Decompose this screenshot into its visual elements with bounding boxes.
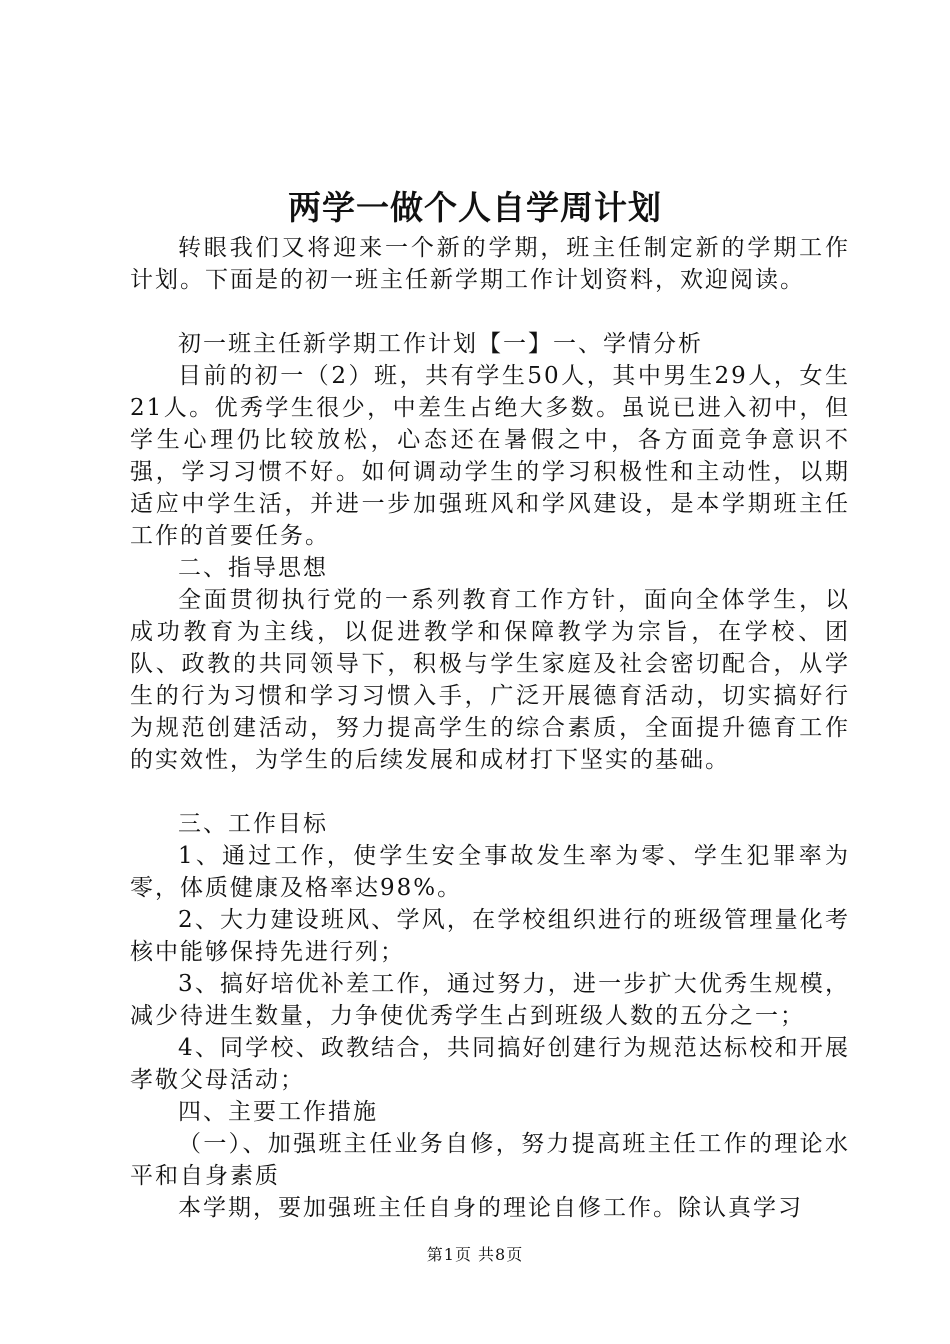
paragraph-intro: 转眼我们又将迎来一个新的学期，班主任制定新的学期工作计划。下面是的初一班主任新学期工作计划资料，欢迎阅读。 <box>130 235 850 293</box>
paragraph-spacer <box>130 776 850 808</box>
paragraph-class-analysis: 目前的初一（2）班，共有学生50人，其中男生29人，女生21人。优秀学生很少，中差生占绝大多数。虽说已进入初中，但学生心理仍比较放松，心态还在暑假之中，各方面竞争意识不强，学习习惯不好。如何调动学生的学习积极性和主动性，以期适应中学生活，并进一步加强班风和学风建设，是本学期班主任工作的首要任务。 <box>130 363 850 549</box>
goal-item-1: 1、通过工作，使学生安全事故发生率为零、学生犯罪率为零，体质健康及格率达98%。 <box>130 843 850 901</box>
page-title: 两学一做个人自学周计划 <box>288 188 662 227</box>
section-heading-measures: 四、主要工作措施 <box>178 1099 378 1125</box>
measure-heading-1: （一）、加强班主任业务自修，努力提高班主任工作的理论水平和自身素质 <box>130 1131 850 1189</box>
paragraph-spacer <box>130 296 850 328</box>
paragraph-guiding-thought: 全面贯彻执行党的一系列教育工作方针，面向全体学生，以成功教育为主线，以促进教学和保障教学为宗旨，在学校、团队、政教的共同领导下，积极与学生家庭及社会密切配合，从学生的行为习惯和学习习惯入手，广泛开展德育活动，切实搞好行为规范创建活动，努力提高学生的综合素质，全面提升德育工作的实效性，为学生的后续发展和成材打下坚实的基础。 <box>130 587 850 773</box>
goal-item-2: 2、大力建设班风、学风，在学校组织进行的班级管理量化考核中能够保持先进行列； <box>130 907 850 965</box>
paragraph-measure-1: 本学期，要加强班主任自身的理论自修工作。除认真学习 <box>178 1195 803 1221</box>
goal-item-4: 4、同学校、政教结合，共同搞好创建行为规范达标校和开展孝敬父母活动； <box>130 1035 850 1093</box>
page-number-footer: 第1页 共8页 <box>426 1245 524 1264</box>
goal-item-3: 3、搞好培优补差工作，通过努力，进一步扩大优秀生规模，减少待进生数量，力争使优秀学生占到班级人数的五分之一； <box>130 971 850 1029</box>
document-body <box>130 232 850 1224</box>
section-heading-work-goals: 三、工作目标 <box>178 811 328 837</box>
section-heading-plan-one: 初一班主任新学期工作计划【一】一、学情分析 <box>178 331 703 357</box>
section-heading-guiding-thought: 二、指导思想 <box>178 555 328 581</box>
